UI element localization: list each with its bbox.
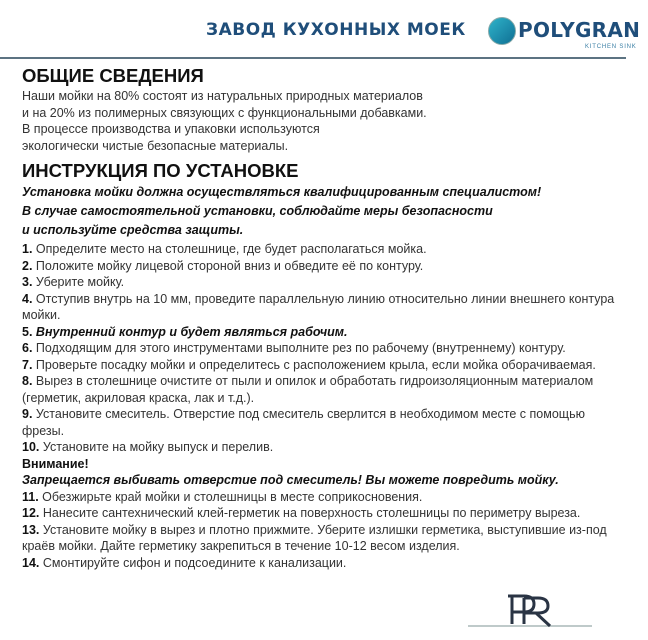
text-line: экологически чистые безопасные материалы. (22, 138, 289, 153)
attention-text: Запрещается выбивать отверстие под смеситель! Вы можете повредить мойку. (22, 473, 559, 487)
step-number: 3. (22, 275, 33, 289)
polygran-logo (488, 17, 641, 57)
list-item (22, 340, 628, 357)
general-text (22, 88, 628, 154)
list-item (22, 274, 628, 291)
pr-monogram-logo (468, 590, 592, 630)
warning-line: Установка мойки должна осуществляться квалифицированным специалистом! (22, 185, 542, 199)
header-divider (0, 57, 626, 59)
list-item (22, 439, 628, 456)
list-item (22, 406, 628, 439)
header (0, 0, 648, 60)
step-text: Проверьте посадку мойки и определитесь с расположением крыла, если мойка оборачиваемая. (35, 357, 596, 372)
step-text: Установите смеситель. Отверстие под смеситель сверлится в необходимом месте с помощью фрезы. (22, 407, 585, 438)
warning-line: В случае самостоятельной установки, соблюдайте меры безопасности (22, 204, 493, 218)
step-number: 9. (22, 407, 33, 421)
step-number: 4. (22, 291, 33, 306)
step-number: 11. (22, 489, 39, 504)
steps-list (22, 241, 628, 456)
install-warning (22, 183, 628, 240)
step-text: Положите мойку лицевой стороной вниз и обведите её по контуру. (35, 258, 424, 273)
list-item (22, 555, 628, 572)
list-item (22, 291, 628, 324)
steps-list-2 (22, 489, 628, 572)
step-number: 1. (22, 242, 33, 256)
warning-line: и используйте средства защиты. (22, 223, 244, 237)
step-text: Установите на мойку выпуск и перелив. (42, 440, 274, 454)
step-number: 14. (22, 555, 40, 570)
step-number: 10. (22, 440, 40, 454)
step-text: Уберите мойку. (35, 275, 125, 289)
step-number: 7. (22, 357, 33, 372)
list-item (22, 522, 628, 555)
list-item (22, 489, 628, 506)
step-number: 13. (22, 522, 40, 537)
document-body (22, 64, 628, 571)
step-number: 12. (22, 506, 40, 520)
step-text: Подходящим для этого инструментами выполните рез по рабочему (внутреннему) контуру. (35, 341, 566, 355)
list-item (22, 241, 628, 258)
list-item (22, 324, 628, 341)
list-item (22, 357, 628, 374)
step-text: Смонтируйте сифон и подсоедините к канализации. (42, 555, 347, 570)
step-text: Внутренний контур и будет являться рабочим. (35, 324, 348, 339)
install-heading: ИНСТРУКЦИЯ ПО УСТАНОВКЕ (22, 160, 299, 181)
step-text: Нанесите сантехнический клей-герметик на поверхность столешницы по периметру выреза. (42, 506, 581, 520)
general-heading: ОБЩИЕ СВЕДЕНИЯ (22, 65, 204, 86)
step-text: Установите мойку в вырез и плотно прижмите. Уберите излишки герметика, выступившие из-под краёв мойки. Дайте герметику закрепиться в течение 10-12 весом изделия. (22, 522, 607, 553)
list-item (22, 505, 628, 522)
attention-label: Внимание! (22, 456, 89, 471)
step-number: 8. (22, 374, 33, 388)
step-text: Вырез в столешнице очистите от пыли и опилок и обработать гидроизоляционным материалом (герметик, акриловая краска, лак и т.д.). (22, 374, 594, 405)
step-number: 6. (22, 341, 33, 355)
logo-subtitle: KITCHEN SINK (585, 44, 637, 50)
text-line: В процессе производства и упаковки используются (22, 122, 320, 136)
step-text: Обезжирьте край мойки и столешницы в месте соприкосновения. (42, 489, 423, 504)
step-number: 2. (22, 258, 33, 273)
text-line: Наши мойки на 80% состоят из натуральных природных материалов (22, 89, 423, 103)
list-item (22, 373, 628, 406)
sail-icon (488, 17, 516, 45)
step-text: Отступив внутрь на 10 мм, проведите параллельную линию относительно линии внешнего контура мойки. (22, 291, 615, 322)
step-number: 5. (22, 324, 33, 339)
factory-title: ЗАВОД КУХОННЫХ МОЕК (206, 20, 466, 40)
logo-name: POLYGRAN (518, 18, 641, 42)
text-line: и на 20% из полимерных связующих с функциональными добавками. (22, 105, 427, 120)
list-item (22, 258, 628, 275)
step-text: Определите место на столешнице, где будет располагаться мойка. (35, 242, 427, 256)
